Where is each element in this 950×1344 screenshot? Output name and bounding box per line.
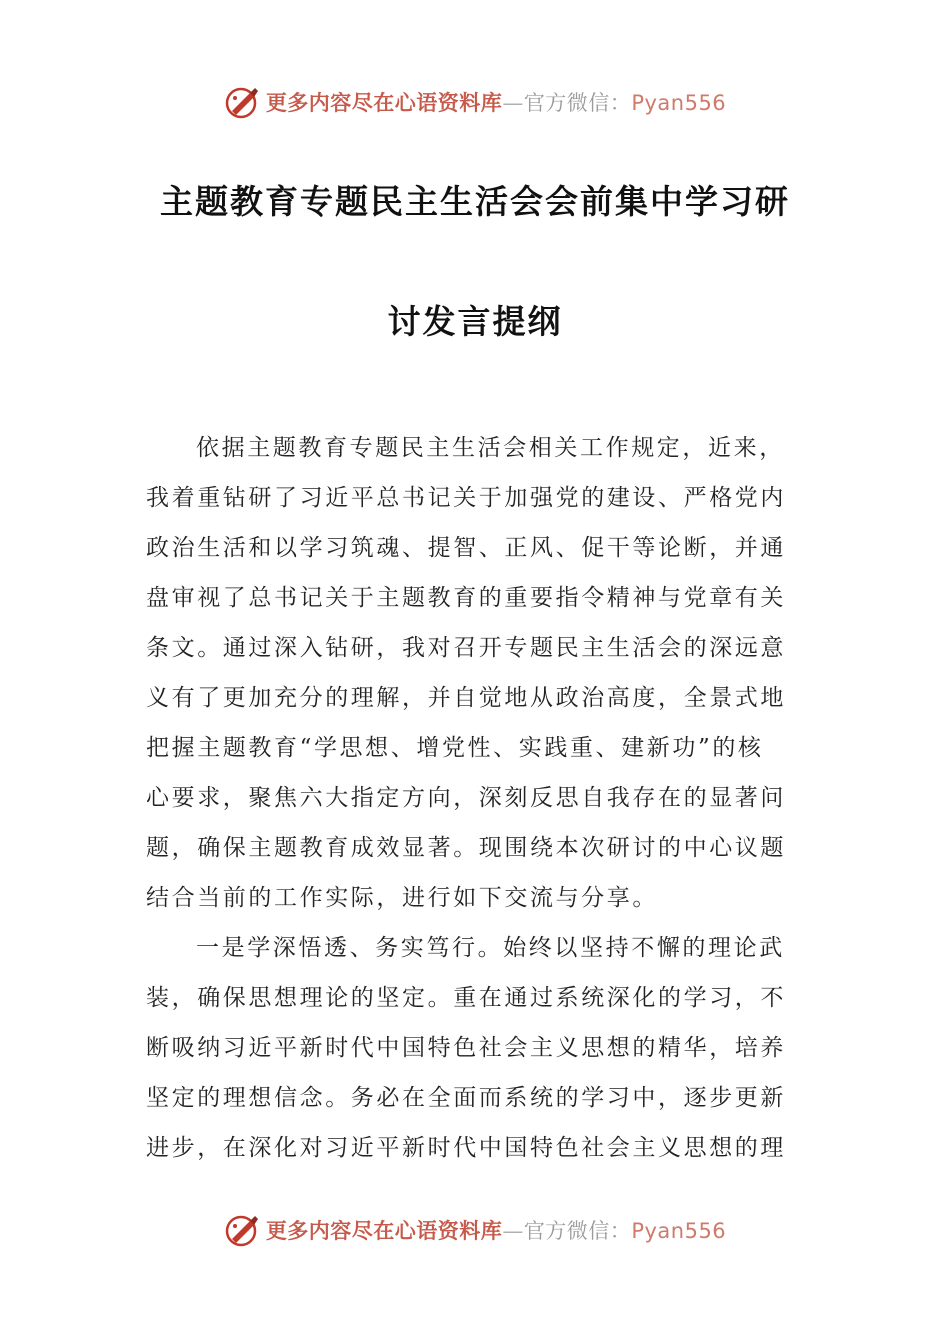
body-line: 进步，在深化对习近平新时代中国特色社会主义思想的理 [146, 1135, 786, 1161]
body-line: 题，确保主题教育成效显著。现围绕本次研讨的中心议题 [146, 835, 786, 861]
body-line: 心要求，聚焦六大指定方向，深刻反思自我存在的显著问 [146, 785, 786, 811]
pen-logo-icon [224, 84, 260, 120]
body-line: 断吸纳习近平新时代中国特色社会主义思想的精华，培养 [146, 1035, 786, 1061]
body-line: 把握主题教育“学思想、增党性、实践重、建新功”的核 [146, 735, 764, 761]
body-line: 装，确保思想理论的坚定。重在通过系统深化的学习，不 [146, 985, 786, 1011]
body-line: 政治生活和以学习筑魂、提智、正风、促干等论断，并通 [146, 535, 786, 561]
document-title-line-1: 主题教育专题民主生活会会前集中学习研 [160, 182, 790, 221]
body-line: 我着重钻研了习近平总书记关于加强党的建设、严格党内 [146, 485, 786, 511]
document-title-line-2: 讨发言提纲 [387, 302, 563, 341]
body-line: 盘审视了总书记关于主题教育的重要指令精神与党章有关 [146, 585, 786, 611]
body-line: 条文。通过深入钻研，我对召开专题民主生活会的深远意 [146, 635, 786, 661]
body-line: 一是学深悟透、务实笃行。始终以坚持不懈的理论武 [196, 935, 785, 961]
pen-logo-icon [224, 1212, 260, 1248]
watermark-text: 更多内容尽在心语资料库—官方微信：Pyan556 [265, 1218, 727, 1243]
watermark-banner-bottom [0, 1210, 950, 1250]
document-body [146, 423, 806, 1173]
watermark-banner-top [0, 82, 950, 122]
watermark-text: 更多内容尽在心语资料库—官方微信：Pyan556 [265, 90, 727, 115]
body-line: 坚定的理想信念。务必在全面而系统的学习中，逐步更新 [146, 1085, 786, 1111]
body-line: 依据主题教育专题民主生活会相关工作规定，近来， [196, 435, 785, 461]
body-line: 结合当前的工作实际，进行如下交流与分享。 [146, 885, 658, 911]
body-line: 义有了更加充分的理解，并自觉地从政治高度，全景式地 [146, 685, 786, 711]
